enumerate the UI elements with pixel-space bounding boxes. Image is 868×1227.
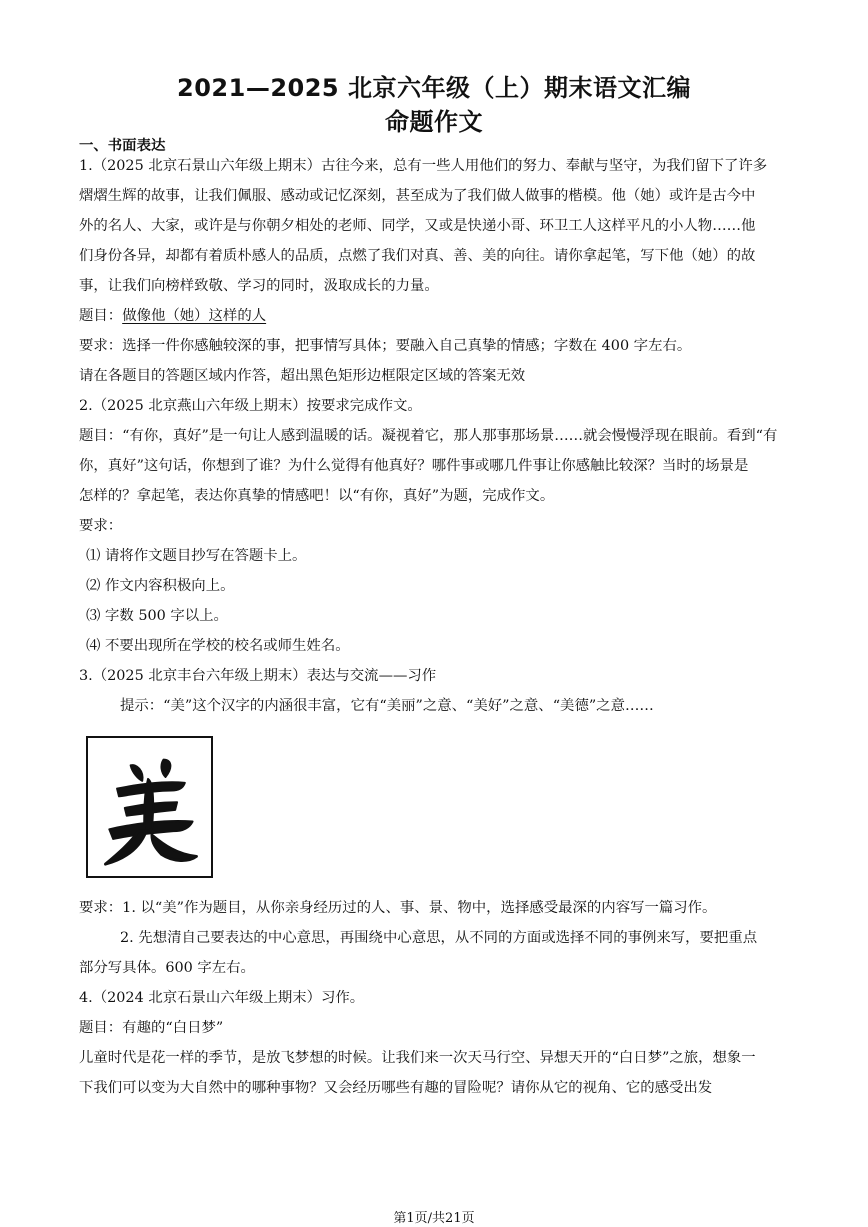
document-subtitle: 命题作文 bbox=[385, 108, 483, 136]
q4-head: 4.（2024 北京石景山六年级上期末）习作。 bbox=[79, 990, 365, 1006]
calligraphy-mei-character bbox=[88, 738, 211, 876]
q1-line-4: 们身份各异，却都有着质朴感人的品质，点燃了我们对真、善、美的向往。请你拿起笔，写下他（她）的故 bbox=[79, 248, 756, 264]
q1-requirement: 要求：选择一件你感触较深的事，把事情写具体；要融入自己真挚的情感；字数在 400 字左右。 bbox=[79, 338, 692, 354]
q1-line-3: 外的名人、大家，或许是与你朝夕相处的老师、同学，又或是快递小哥、环卫工人这样平凡的小人物……他 bbox=[79, 218, 756, 234]
q4-line-2: 下我们可以变为大自然中的哪种事物？又会经历哪些有趣的冒险呢？请你从它的视角、它的感受出发 bbox=[79, 1080, 713, 1096]
q1-line-1: 1.（2025 北京石景山六年级上期末）古往今来，总有一些人用他们的努力、奉献与坚守，为我们留下了许多 bbox=[79, 158, 768, 174]
q4-line-1: 儿童时代是花一样的季节，是放飞梦想的时候。让我们来一次天马行空、异想天开的“白日梦”之旅，想象一 bbox=[79, 1050, 756, 1066]
q3-hint: 提示：“美”这个汉字的内涵很丰富，它有“美丽”之意、“美好”之意、“美德”之意…… bbox=[120, 698, 654, 714]
q2-item-3: ⑶ 字数 500 字以上。 bbox=[86, 608, 228, 624]
q1-note: 请在各题目的答题区域内作答，超出黑色矩形边框限定区域的答案无效 bbox=[79, 368, 526, 384]
section-heading: 一、书面表达 bbox=[79, 138, 166, 154]
q1-line-5: 事，让我们向榜样致敬、学习的同时，汲取成长的力量。 bbox=[79, 278, 439, 294]
q2-item-4: ⑷ 不要出现所在学校的校名或师生姓名。 bbox=[86, 638, 350, 654]
page-number: 第1页/共21页 bbox=[393, 1211, 475, 1226]
q1-line-2: 熠熠生辉的故事，让我们佩服、感动或记忆深刻，甚至成为了我们做人做事的楷模。他（她）或许是古今中 bbox=[79, 188, 756, 204]
q2-head: 2.（2025 北京燕山六年级上期末）按要求完成作文。 bbox=[79, 398, 422, 414]
q4-topic: 题目：有趣的“白日梦” bbox=[79, 1020, 224, 1036]
q2-item-2: ⑵ 作文内容积极向上。 bbox=[86, 578, 235, 594]
q3-head: 3.（2025 北京丰台六年级上期末）表达与交流——习作 bbox=[79, 668, 437, 684]
q2-item-1: ⑴ 请将作文题目抄写在答题卡上。 bbox=[86, 548, 307, 564]
q2-line-3: 你，真好”这句话，你想到了谁？为什么觉得有他真好？哪件事或哪几件事让你感触比较深？当时的场景是 bbox=[79, 458, 749, 474]
q2-line-2: 题目：“有你，真好”是一句让人感到温暖的话。凝视着它，那人那事那场景……就会慢慢浮现在眼前。看到“有 bbox=[79, 428, 778, 444]
q3-requirement-1: 要求：1. 以“美”作为题目，从你亲身经历过的人、事、景、物中，选择感受最深的内容写一篇习作。 bbox=[79, 900, 717, 916]
q2-requirement-label: 要求： bbox=[79, 518, 123, 534]
q1-topic bbox=[79, 306, 266, 326]
q3-requirement-2: 2. 先想清自己要表达的中心意思，再围绕中心意思，从不同的方面或选择不同的事例来写，要把重点 bbox=[120, 930, 758, 946]
q1-topic-prefix: 题目： bbox=[79, 308, 123, 324]
document-title: 2021—2025 北京六年级（上）期末语文汇编 bbox=[177, 74, 691, 102]
q2-line-4: 怎样的？拿起笔，表达你真挚的情感吧！以“有你，真好”为题，完成作文。 bbox=[79, 488, 555, 504]
q1-topic-title: 做像他（她）这样的人 bbox=[122, 308, 267, 324]
q3-requirement-3: 部分写具体。600 字左右。 bbox=[79, 960, 255, 976]
calligraphy-image bbox=[86, 736, 213, 878]
